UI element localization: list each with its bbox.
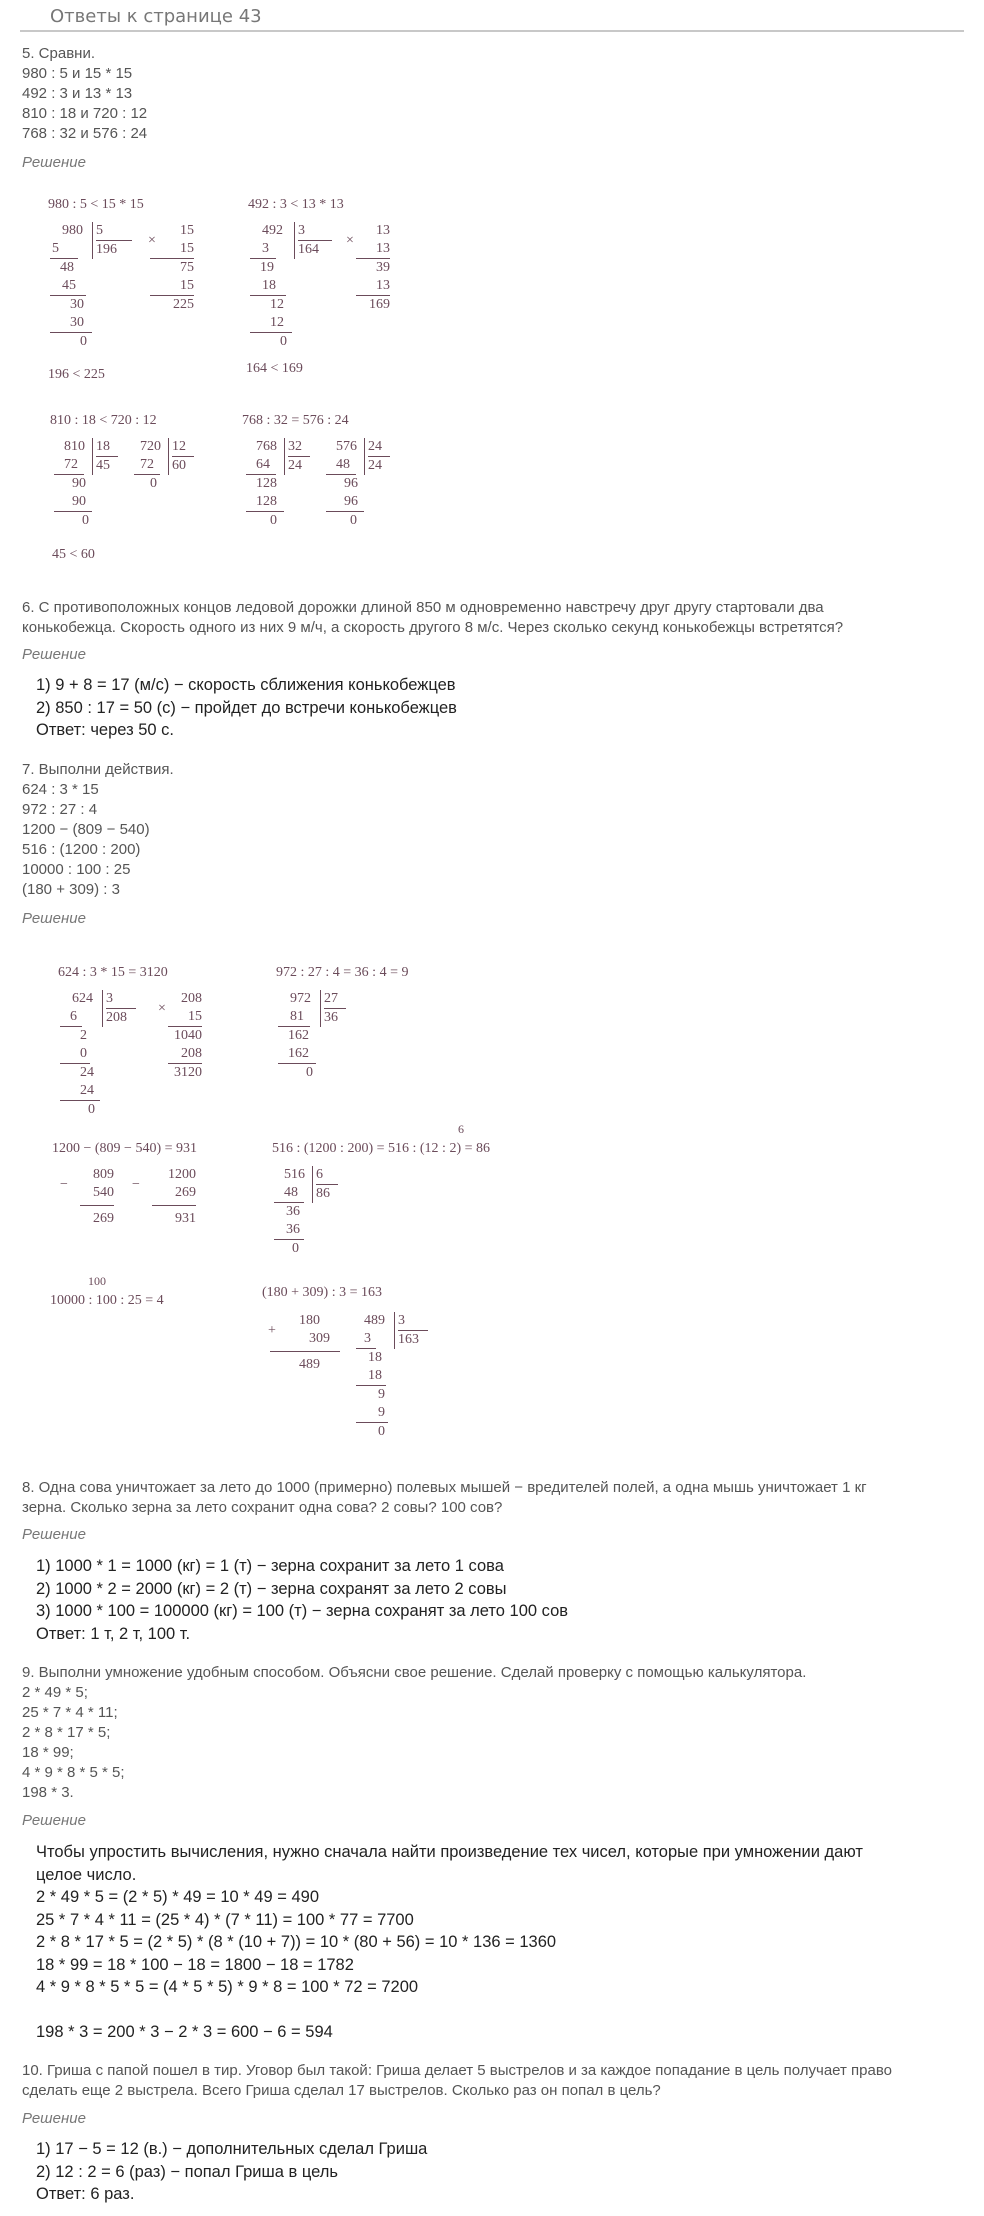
times-sign: ×: [148, 233, 156, 248]
task-line: 768 : 32 и 576 : 24: [22, 125, 148, 142]
task-line: 7. Выполни действия.: [22, 761, 174, 778]
task-9-text: [22, 1663, 806, 1803]
division-column: 768 64 128 128 0: [246, 438, 284, 530]
multiplication-column: 13 13 39 13 169: [356, 222, 390, 314]
divisor: 3 164: [294, 222, 332, 259]
divisor: 32 24: [284, 438, 310, 475]
task-line: 10000 : 100 : 25: [22, 861, 131, 878]
hint-number: 100: [88, 1274, 106, 1288]
task-line: 4 * 9 * 8 * 5 * 5;: [22, 1764, 125, 1781]
task-line: (180 + 309) : 3: [22, 881, 120, 898]
solution-heading: Решение: [22, 1526, 86, 1543]
task-line: 18 * 99;: [22, 1744, 74, 1761]
answer-line: 1) 17 − 5 = 12 (в.) − дополнительных сделал Гриша: [36, 2140, 428, 2158]
task-5-figure: [40, 192, 560, 572]
expression: 972 : 27 : 4 = 36 : 4 = 9: [276, 965, 409, 980]
task-line: 6. С противоположных концов ледовой дорожки длиной 850 м одновременно навстречу друг другу стартовали два: [22, 599, 824, 616]
answer-line: целое число.: [36, 1865, 137, 1884]
subtraction-column: 809 540 269: [80, 1166, 114, 1228]
task-line: зерна. Сколько зерна за лето сохранит одна сова? 2 совы? 100 сов?: [22, 1499, 503, 1516]
divisor: 18 45: [92, 438, 118, 475]
expression: 768 : 32 = 576 : 24: [242, 413, 349, 428]
task-7-text: [22, 760, 174, 900]
answer-line: 1) 1000 * 1 = 1000 (кг) = 1 (т) − зерна сохранит за лето 1 сова: [36, 1557, 504, 1575]
expression: 516 : (1200 : 200) = 516 : (12 : 2) = 86: [272, 1141, 490, 1156]
multiplication-column: 208 15 1040 208 3120: [168, 990, 202, 1082]
answer-line: 3) 1000 * 100 = 100000 (кг) = 100 (т) − зерна сохранят за лето 100 сов: [36, 1602, 569, 1620]
task-line: 1200 − (809 − 540): [22, 821, 150, 838]
expression: 492 : 3 < 13 * 13: [248, 197, 344, 212]
answer-line: Чтобы упростить вычисления, нужно сначала найти произведение тех чисел, которые при умножении дают: [36, 1843, 863, 1861]
task-line: 972 : 27 : 4: [22, 801, 98, 818]
divisor: 24 24: [364, 438, 390, 475]
solution-heading: Решение: [22, 2110, 86, 2127]
expression: 1200 − (809 − 540) = 931: [52, 1141, 198, 1156]
solution-heading: Решение: [22, 1812, 86, 1829]
solution-heading: Решение: [22, 646, 86, 663]
task-8-answer: [36, 1555, 568, 1645]
task-line: 9. Выполни умножение удобным способом. Объясни свое решение. Сделай проверку с помощью калькулятора.: [22, 1664, 807, 1681]
task-line: 198 * 3.: [22, 1784, 74, 1801]
task-line: 492 : 3 и 13 * 13: [22, 85, 133, 102]
task-9-answer: [36, 1841, 863, 2044]
division-column: 576 48 96 96 0: [326, 438, 364, 530]
task-line: 8. Одна сова уничтожает за лето до 1000 (примерно) полевых мышей − вредителей полей, а одна мышь уничтожает 1 кг: [22, 1479, 867, 1496]
comparison-result: 196 < 225: [48, 367, 105, 382]
task-line: 25 * 7 * 4 * 11;: [22, 1704, 118, 1721]
answer-line: 198 * 3 = 200 * 3 − 2 * 3 = 600 − 6 = 594: [36, 2023, 333, 2041]
task-6-answer: [36, 674, 457, 742]
task-line: 10. Гриша с папой пошел в тир. Уговор был такой: Гриша делает 5 выстрелов и за каждое попадание в цель получает право: [22, 2062, 892, 2079]
answer-line: 2) 1000 * 2 = 2000 (кг) = 2 (т) − зерна сохранят за лето 2 совы: [36, 1579, 507, 1598]
task-10-text: [22, 2061, 892, 2101]
task-line: 2 * 49 * 5;: [22, 1684, 88, 1701]
expression: 810 : 18 < 720 : 12: [50, 413, 157, 428]
task-8-text: [22, 1478, 867, 1518]
division-column: 810 72 90 90 0: [54, 438, 92, 530]
expression: 980 : 5 < 15 * 15: [48, 197, 144, 212]
divisor: 3 163: [394, 1312, 428, 1349]
division-column: 720 72 0: [134, 438, 161, 493]
minus-sign: −: [132, 1177, 140, 1192]
comparison-result: 45 < 60: [52, 547, 95, 562]
division-column: 516 48 36 36 0: [274, 1166, 305, 1258]
task-line: сделать еще 2 выстрела. Всего Гриша сделал 17 выстрелов. Сколько раз он попал в цель?: [22, 2082, 661, 2099]
answer-line: 18 * 99 = 18 * 100 − 18 = 1800 − 18 = 1782: [36, 1955, 354, 1974]
answer-line: 2 * 49 * 5 = (2 * 5) * 49 = 10 * 49 = 490: [36, 1888, 319, 1906]
task-line: 5. Сравни.: [22, 45, 95, 62]
times-sign: ×: [158, 1001, 166, 1016]
divisor: 12 60: [168, 438, 194, 475]
comparison-result: 164 < 169: [246, 361, 303, 376]
task-10-answer: [36, 2138, 427, 2206]
divisor: 5 196: [92, 222, 132, 259]
task-line: 516 : (1200 : 200): [22, 841, 141, 858]
times-sign: ×: [346, 233, 354, 248]
expression: 624 : 3 * 15 = 3120: [58, 965, 168, 980]
answer-line: Ответ: 6 раз.: [36, 2185, 135, 2203]
answer-line: 4 * 9 * 8 * 5 * 5 = (4 * 5 * 5) * 9 * 8 = 100 * 72 = 7200: [36, 1978, 419, 1996]
division-column: 492 3 19 18 12 12 0: [250, 222, 292, 351]
answer-line: 2) 850 : 17 = 50 (с) − пройдет до встречи конькобежцев: [36, 698, 457, 717]
addition-column: 180 309 489: [276, 1312, 320, 1374]
multiplication-column: 15 15 75 15 225: [150, 222, 194, 314]
task-line: конькобежца. Скорость одного из них 9 м/ч, а скорость другого 8 м/с. Через сколько секунд конькобежцы встретятся?: [22, 619, 844, 636]
solution-heading: Решение: [22, 910, 86, 927]
task-line: 980 : 5 и 15 * 15: [22, 65, 133, 82]
task-line: 2 * 8 * 17 * 5;: [22, 1724, 111, 1741]
solution-heading: Решение: [22, 154, 86, 171]
answer-line: 2) 12 : 2 = 6 (раз) − попал Гриша в цель: [36, 2162, 338, 2181]
division-column: 489 3 18 18 9 9 0: [356, 1312, 388, 1441]
answer-line: Ответ: 1 т, 2 т, 100 т.: [36, 1624, 191, 1643]
minus-sign: −: [60, 1177, 68, 1192]
division-column: 624 6 2 0 24 24 0: [60, 990, 100, 1119]
task-line: 810 : 18 и 720 : 12: [22, 105, 148, 122]
divisor: 6 86: [312, 1166, 338, 1203]
answer-line: 2 * 8 * 17 * 5 = (2 * 5) * (8 * (10 + 7)) = 10 * (80 + 56) = 10 * 136 = 1360: [36, 1933, 557, 1951]
subtraction-column: 1200 269 931: [152, 1166, 196, 1228]
expression: 10000 : 100 : 25 = 4: [50, 1293, 164, 1308]
plus-sign: +: [268, 1323, 276, 1338]
expression: (180 + 309) : 3 = 163: [262, 1285, 383, 1300]
divisor: 27 36: [320, 990, 346, 1027]
task-line: 624 : 3 * 15: [22, 781, 99, 798]
division-column: 980 5 48 45 30 30 0: [50, 222, 92, 351]
division-column: 972 81 162 162 0: [278, 990, 316, 1082]
answer-line: 1) 9 + 8 = 17 (м/с) − скорость сближения конькобежцев: [36, 676, 456, 694]
answer-line: 25 * 7 * 4 * 11 = (25 * 4) * (7 * 11) = 100 * 77 = 7700: [36, 1910, 414, 1929]
task-7-figure: [40, 960, 600, 1450]
page-header: [20, 0, 964, 32]
task-5-text: [22, 44, 147, 144]
task-6-text: [22, 598, 843, 638]
hint-number: 6: [458, 1122, 464, 1136]
page-title: Ответы к странице 43: [50, 6, 262, 27]
divisor: 3 208: [102, 990, 136, 1027]
answer-line: Ответ: через 50 с.: [36, 721, 175, 739]
